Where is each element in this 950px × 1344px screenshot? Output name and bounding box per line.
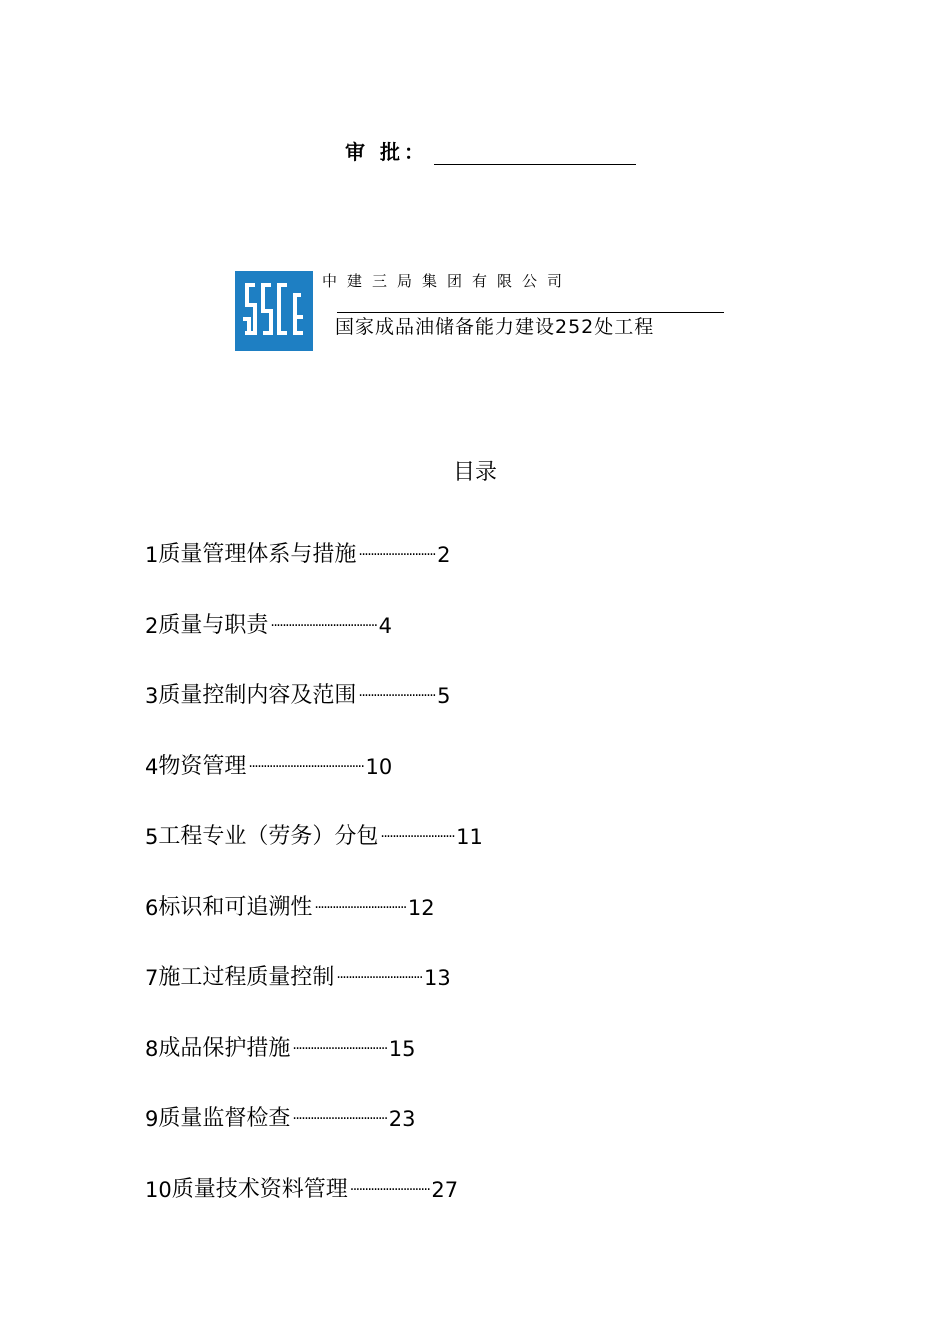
toc-item-number: 2 <box>145 613 159 638</box>
toc-item-page: 15 <box>388 1036 416 1061</box>
toc-item-number: 1 <box>145 543 159 568</box>
toc-item[interactable] <box>145 943 483 1014</box>
toc-item-title: 质量控制内容及范围 <box>158 683 357 709</box>
toc-item-number: 9 <box>145 1107 159 1132</box>
toc-item-title: 施工过程质量控制 <box>158 965 335 991</box>
toc-item-page: 2 <box>437 543 451 568</box>
toc-item-leader: ····························· <box>336 970 422 987</box>
approval-signature-line <box>434 142 636 165</box>
toc-item-leader: ································ <box>292 1040 387 1057</box>
toc-item-page: 11 <box>456 825 483 850</box>
toc-item[interactable] <box>145 591 483 662</box>
toc-item-title: 质量技术资料管理 <box>171 1176 348 1202</box>
toc-item-leader: ························· <box>380 829 455 846</box>
toc-item[interactable] <box>145 520 483 591</box>
toc-item-title: 质量与职责 <box>158 612 269 638</box>
toc-item-page: 13 <box>423 966 451 991</box>
toc-item[interactable] <box>145 1084 483 1155</box>
toc-item-page: 10 <box>365 754 393 779</box>
toc-item[interactable] <box>145 802 483 873</box>
toc-item-number: 7 <box>145 966 159 991</box>
toc-item-page: 23 <box>388 1107 416 1132</box>
toc-item-title: 质量管理体系与措施 <box>158 542 357 568</box>
toc-item-number: 10 <box>145 1177 172 1202</box>
toc-item[interactable] <box>145 873 483 944</box>
toc-item-title: 物资管理 <box>158 753 247 779</box>
toc-item-number: 4 <box>145 754 159 779</box>
toc-item-number: 6 <box>145 895 159 920</box>
toc-item-leader: ··························· <box>349 1181 430 1198</box>
toc-item-title: 标识和可追溯性 <box>158 894 313 920</box>
toc-item-title: 成品保护措施 <box>158 1035 291 1061</box>
toc-item-leader: ·························· <box>358 547 436 564</box>
toc-list <box>145 520 483 1225</box>
toc-item-title: 工程专业（劳务）分包 <box>158 824 379 850</box>
project-name: 国家成品油储备能力建设252处工程 <box>335 316 655 338</box>
toc-item-page: 4 <box>378 613 392 638</box>
company-name: 中建三局集团有限公司 <box>322 272 573 290</box>
toc-item-leader: ···································· <box>270 617 377 634</box>
toc-item-number: 3 <box>145 684 159 709</box>
toc-item[interactable] <box>145 1155 483 1226</box>
toc-item-title: 质量监督检查 <box>158 1106 291 1132</box>
toc-title: 目录 <box>452 460 497 485</box>
toc-item-number: 5 <box>145 825 159 850</box>
toc-item-leader: ······························· <box>314 899 406 916</box>
toc-item-leader: ······································· <box>248 758 364 775</box>
toc-item-leader: ································ <box>292 1111 387 1128</box>
toc-item[interactable] <box>145 1014 483 1085</box>
approval-label: 审 批： <box>345 140 428 164</box>
toc-item[interactable] <box>145 661 483 732</box>
toc-item-page: 12 <box>407 895 435 920</box>
toc-item-page: 5 <box>437 684 451 709</box>
approval-field <box>345 136 636 165</box>
toc-item-number: 8 <box>145 1036 159 1061</box>
toc-item[interactable] <box>145 732 483 803</box>
toc-item-page: 27 <box>431 1177 459 1202</box>
cscec-logo-icon <box>235 271 313 351</box>
toc-item-leader: ·························· <box>358 688 436 705</box>
